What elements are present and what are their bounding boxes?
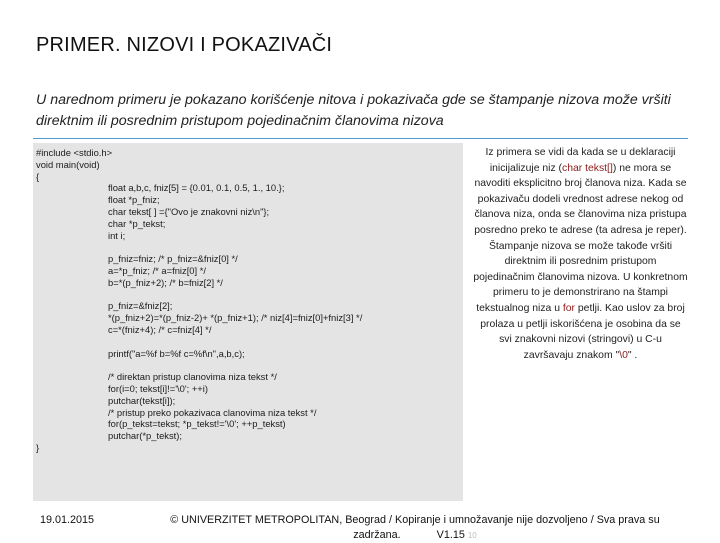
explanation-part: ) ne mora se navoditi eksplicitno broj članova niza. Kada se pokazivaču dodeli vrednost adrese nekog od članova niza, onda se članovima niza pristupa posredno preko te adrese (ta adresa je reper). Štampanje nizova se može takođe vršiti direktnim ili posrednim pristupom pojedinačnim članovima nizova. U konkretnom primeru to je demonstrirano na štampi tekstualnog niza u: [473, 162, 688, 314]
code-line: }: [36, 441, 40, 453]
code-line: for(i=0; tekst[i]!='\0'; ++i): [108, 382, 208, 394]
code-line: #include <stdio.h>: [36, 147, 113, 158]
copyright-text: © UNIVERZITET METROPOLITAN, Beograd / Kopiranje i umnožavanje nije dozvoljeno / Sva prava su zadržana.: [170, 514, 660, 541]
code-line: p_fniz=fniz; /* p_fniz=&fniz[0] */: [108, 253, 238, 265]
code-blank-line: [36, 336, 362, 348]
code-line: c=*(fniz+4); /* c=fniz[4] */: [108, 323, 212, 335]
version-label: V1.15: [436, 529, 465, 541]
explanation-part: " .: [627, 349, 638, 361]
intro-paragraph: U narednom primeru je pokazano korišćenje nitova i pokazivača gde se štampanje nizova može vršiti direktnim ili posrednim pristupom pojedinačnim članovima nizova: [36, 92, 671, 129]
explanation-part: Iz primera se vidi da kada se u deklaraciji inicijalizuje niz (: [485, 147, 676, 174]
code-line: printf("a=%f b=%f c=%f\n",a,b,c);: [108, 347, 245, 359]
code-line: {: [36, 170, 40, 182]
code-blank-line: [36, 359, 362, 371]
code-line: a=*p_fniz; /* a=fniz[0] */: [108, 264, 206, 276]
code-line: putchar(tekst[i]);: [108, 394, 176, 406]
code-line: float *p_fniz;: [108, 194, 160, 206]
code-block: [36, 147, 362, 454]
footer-date: 19.01.2015: [40, 514, 95, 526]
code-line: char tekst[ ] ={"Ovo je znakovni niz\n"};: [108, 205, 270, 217]
code-keyword: char tekst[]: [562, 162, 613, 174]
code-line: for(p_tekst=tekst; *p_tekst!='\0'; ++p_tekst): [108, 418, 286, 430]
code-line: /* pristup preko pokazivaca clanovima niza tekst */: [108, 406, 317, 418]
code-keyword: for: [562, 302, 576, 314]
code-line: int i;: [108, 229, 126, 241]
code-line: float a,b,c, fniz[5] = {0.01, 0.1, 0.5, 1., 10.};: [108, 182, 285, 194]
code-line: char *p_tekst;: [108, 217, 166, 229]
code-line: void main(void): [36, 158, 100, 170]
code-line: putchar(*p_tekst);: [108, 430, 182, 442]
code-line: p_fniz=&fniz[2];: [108, 300, 173, 312]
footer-copyright: [150, 513, 680, 543]
explanation-text: [473, 145, 688, 363]
code-line: *(p_fniz+2)=*(p_fniz-2)+ *(p_fniz+1); /* niz[4]=fniz[0]+fniz[3] */: [108, 312, 363, 324]
code-blank-line: [36, 289, 362, 301]
code-blank-line: [36, 241, 362, 253]
code-line: b=*(p_fniz+2); /* b=fniz[2] */: [108, 276, 223, 288]
explanation-part: petlji. Kao uslov za broj prolaza u petlji iskorišćena je osobina da se svi znakovni nizovi (stringovi) u C-u završavaju znakom ": [480, 302, 685, 361]
code-line: /* direktan pristup clanovima niza tekst */: [108, 371, 277, 383]
slide-title: PRIMER. NIZOVI I POKAZIVAČI: [36, 34, 333, 56]
code-keyword: \0: [619, 349, 628, 361]
page-number: 10: [467, 531, 477, 540]
divider-line: [33, 138, 688, 139]
